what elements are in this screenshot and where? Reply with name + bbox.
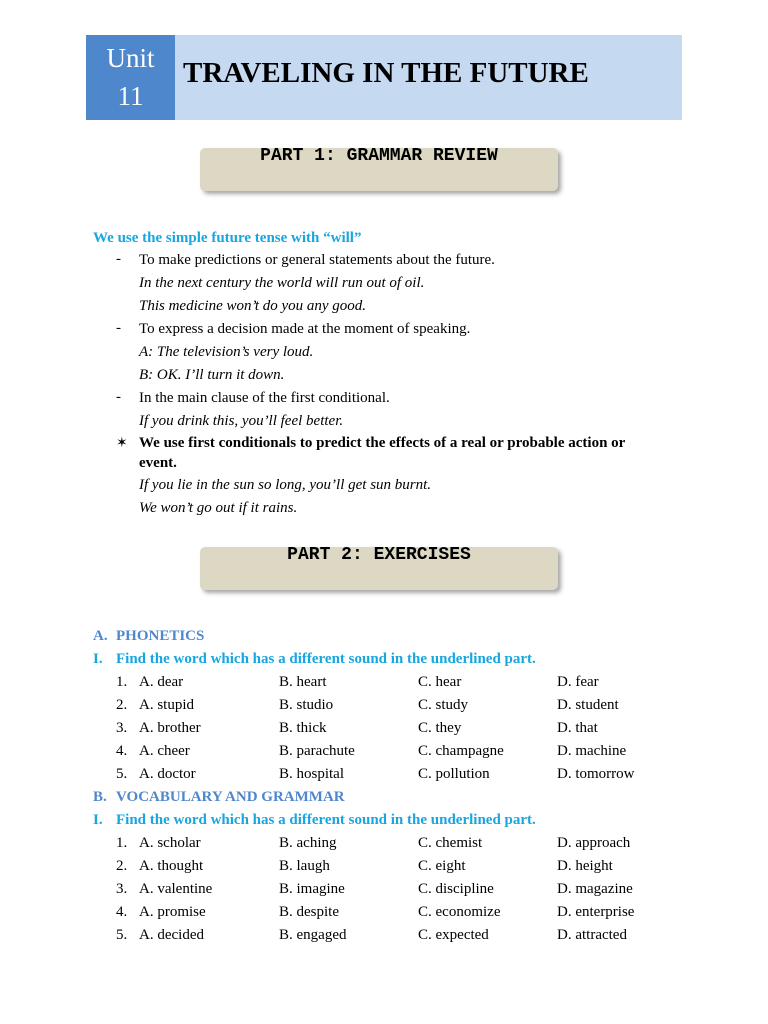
question-number: 3. — [116, 881, 128, 897]
option-a: A. scholar — [139, 835, 201, 851]
grammar-note: We use first conditionals to predict the effects of a real or probable action or — [139, 435, 626, 451]
option-b: B. laugh — [279, 858, 330, 874]
question-number: 3. — [116, 720, 128, 736]
question-number: 5. — [116, 927, 128, 943]
section-b-title: VOCABULARY AND GRAMMAR — [116, 789, 345, 805]
option-a: A. promise — [139, 904, 206, 920]
option-d: D. fear — [557, 674, 599, 690]
grammar-example: B: OK. I’ll turn it down. — [139, 367, 285, 383]
section-a-title: PHONETICS — [116, 628, 205, 644]
option-c: C. eight — [418, 858, 466, 874]
grammar-example: A: The television’s very loud. — [139, 344, 314, 360]
section-a-instruction: Find the word which has a different sound in the underlined part. — [116, 651, 536, 667]
unit-title: TRAVELING IN THE FUTURE — [183, 57, 589, 89]
grammar-example: If you drink this, you’ll feel better. — [139, 413, 344, 429]
grammar-heading: We use the simple future tense with “will” — [93, 230, 362, 246]
option-b: B. imagine — [279, 881, 345, 897]
grammar-example: In the next century the world will run out of oil. — [139, 275, 425, 291]
option-c: C. hear — [418, 674, 462, 690]
option-a: A. valentine — [139, 881, 213, 897]
grammar-bullet-2: To express a decision made at the moment of speaking. — [139, 321, 471, 337]
title-banner — [175, 35, 682, 120]
option-d: D. student — [557, 697, 619, 713]
part2-banner — [200, 547, 558, 590]
option-b: B. thick — [279, 720, 327, 736]
section-a-roman: I. — [93, 651, 103, 667]
option-a: A. stupid — [139, 697, 195, 713]
grammar-bullet-1: To make predictions or general statements about the future. — [139, 252, 495, 268]
question-number: 4. — [116, 743, 128, 759]
option-d: D. that — [557, 720, 598, 736]
option-c: C. pollution — [418, 766, 490, 782]
option-a: A. thought — [139, 858, 204, 874]
option-b: B. studio — [279, 697, 334, 713]
option-a: A. decided — [139, 927, 204, 943]
section-b-instruction: Find the word which has a different sound in the underlined part. — [116, 812, 536, 828]
question-number: 1. — [116, 835, 128, 851]
grammar-example: If you lie in the sun so long, you’ll get sun burnt. — [139, 477, 432, 493]
option-a: A. dear — [139, 674, 184, 690]
option-d: D. machine — [557, 743, 627, 759]
option-b: B. parachute — [279, 743, 355, 759]
option-d: D. attracted — [557, 927, 627, 943]
option-b: B. despite — [279, 904, 339, 920]
unit-badge — [86, 35, 175, 120]
option-d: D. tomorrow — [557, 766, 635, 782]
part1-label: PART 1: GRAMMAR REVIEW — [260, 146, 498, 166]
option-b: B. heart — [279, 674, 327, 690]
option-c: C. expected — [418, 927, 489, 943]
dash-bullet: - — [116, 251, 121, 267]
dash-bullet: - — [116, 389, 121, 405]
option-c: C. chemist — [418, 835, 483, 851]
grammar-bullet-3: In the main clause of the first conditional. — [139, 390, 390, 406]
option-b: B. engaged — [279, 927, 347, 943]
unit-number: 11 — [117, 81, 144, 111]
section-b-letter: B. — [93, 789, 107, 805]
question-number: 1. — [116, 674, 128, 690]
question-number: 5. — [116, 766, 128, 782]
unit-word: Unit — [106, 43, 155, 73]
section-b-roman: I. — [93, 812, 103, 828]
grammar-example: This medicine won’t do you any good. — [139, 298, 367, 314]
star-bullet: ✶ — [116, 436, 128, 451]
grammar-note-continued: event. — [139, 455, 177, 471]
option-d: D. height — [557, 858, 613, 874]
option-c: C. discipline — [418, 881, 494, 897]
part2-label: PART 2: EXERCISES — [287, 545, 471, 565]
option-a: A. cheer — [139, 743, 190, 759]
option-c: C. champagne — [418, 743, 504, 759]
question-number: 2. — [116, 858, 128, 874]
option-d: D. magazine — [557, 881, 633, 897]
grammar-example: We won’t go out if it rains. — [139, 500, 298, 516]
dash-bullet: - — [116, 320, 121, 336]
option-d: D. approach — [557, 835, 631, 851]
question-number: 4. — [116, 904, 128, 920]
option-c: C. economize — [418, 904, 501, 920]
option-c: C. study — [418, 697, 469, 713]
question-number: 2. — [116, 697, 128, 713]
unit-header — [86, 35, 682, 120]
option-b: B. hospital — [279, 766, 345, 782]
section-a-letter: A. — [93, 628, 108, 644]
option-a: A. brother — [139, 720, 201, 736]
option-a: A. doctor — [139, 766, 196, 782]
part1-banner — [200, 148, 558, 191]
option-d: D. enterprise — [557, 904, 635, 920]
option-b: B. aching — [279, 835, 337, 851]
option-c: C. they — [418, 720, 462, 736]
